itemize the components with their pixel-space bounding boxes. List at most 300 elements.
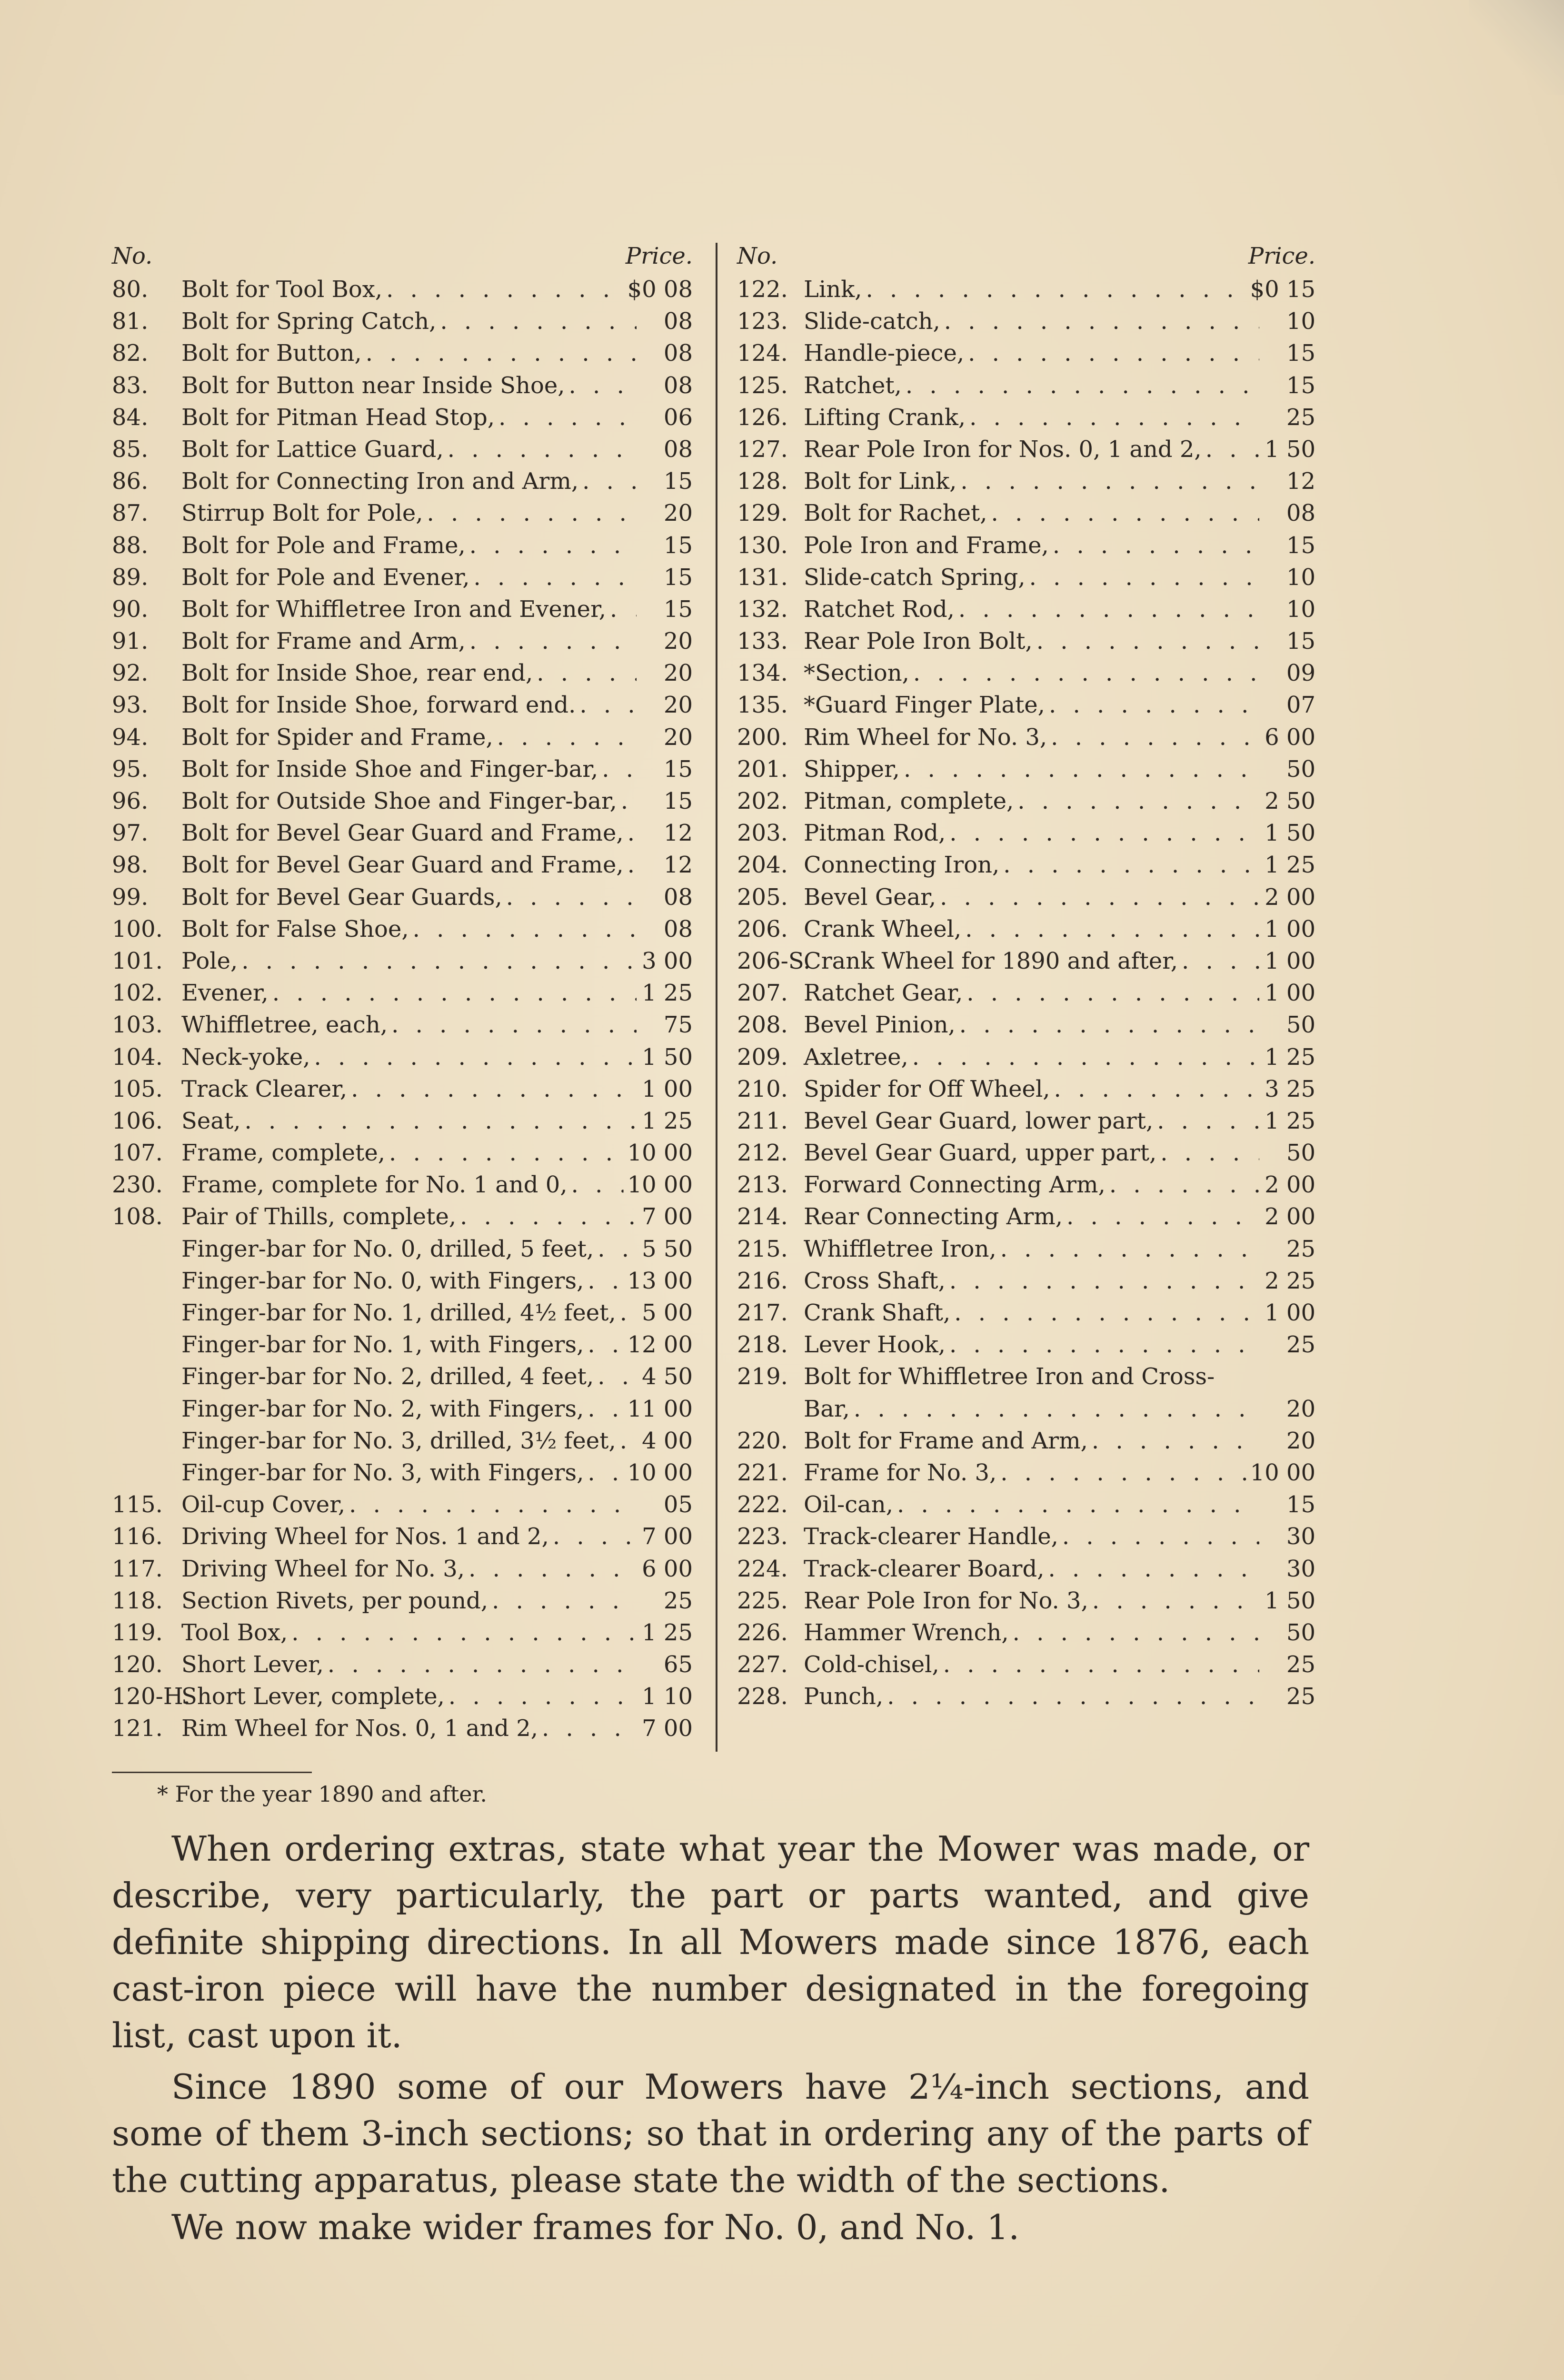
dot-leader: [943, 1649, 1259, 1681]
part-price: 20: [663, 660, 693, 687]
part-number: 207.: [737, 980, 788, 1007]
part-number: 97.: [112, 820, 149, 847]
part-name: Finger-bar for No. 1, drilled, 4½ feet,: [181, 1299, 616, 1326]
list-item: [112, 530, 693, 562]
part-name: Track-clearer Board,: [804, 1555, 1045, 1582]
part-name: Bolt for Frame and Arm,: [804, 1427, 1088, 1454]
dot-leader: [588, 1265, 623, 1297]
part-price: 08: [663, 308, 693, 335]
list-item: [737, 849, 1315, 881]
list-item: [112, 370, 693, 402]
part-number: 130.: [737, 532, 788, 559]
part-number: 132.: [737, 595, 788, 623]
part-number: 200.: [737, 724, 788, 751]
part-number: 81.: [112, 308, 149, 335]
part-price: 15: [1286, 628, 1315, 655]
dot-leader: [1054, 1073, 1259, 1105]
part-price: 50: [1286, 1012, 1315, 1039]
part-name: Bolt for Pitman Head Stop,: [181, 404, 495, 431]
part-number: 230.: [112, 1171, 163, 1199]
part-number: 101.: [112, 947, 163, 974]
list-item: [737, 1265, 1315, 1297]
list-item: [737, 466, 1315, 497]
dot-leader: [272, 977, 637, 1009]
part-price: 1 50: [1265, 1587, 1315, 1614]
part-name: Finger-bar for No. 0, with Fingers,: [181, 1267, 584, 1294]
footnote-rule: [112, 1772, 312, 1773]
dot-leader: [598, 1233, 637, 1265]
part-name: Rear Pole Iron Bolt,: [804, 628, 1033, 655]
part-number: 115.: [112, 1491, 163, 1518]
dot-leader: [588, 1393, 623, 1425]
part-price: 15: [1286, 372, 1315, 399]
part-number: 205.: [737, 883, 788, 911]
part-number: 133.: [737, 628, 788, 655]
column-divider: [716, 243, 717, 1752]
part-number: 217.: [737, 1299, 788, 1326]
part-price: 12: [1286, 468, 1315, 495]
part-name: Pole Iron and Frame,: [804, 532, 1049, 559]
part-price: 5 50: [642, 1235, 693, 1262]
part-price: $0 15: [1250, 276, 1315, 303]
list-item: [112, 1489, 693, 1521]
part-name: Ratchet Gear,: [804, 980, 963, 1007]
list-item: [737, 1521, 1315, 1553]
part-name: Bolt for Rachet,: [804, 500, 987, 527]
part-price: 10: [1286, 308, 1315, 335]
part-price: 08: [663, 915, 693, 942]
part-price: 2 50: [1265, 788, 1315, 814]
part-number: 122.: [737, 276, 788, 303]
dot-leader: [386, 274, 623, 306]
dot-leader: [912, 1041, 1259, 1073]
dot-leader: [602, 754, 637, 785]
part-number: 86.: [112, 468, 149, 495]
part-price: 50: [1286, 755, 1315, 783]
part-number: 95.: [112, 755, 149, 783]
part-name: Finger-bar for No. 2, with Fingers,: [181, 1395, 584, 1422]
part-number: 102.: [112, 980, 163, 1007]
part-number: 116.: [112, 1523, 163, 1550]
part-price: 20: [663, 500, 693, 527]
list-item: [737, 337, 1315, 369]
dot-leader: [628, 849, 637, 881]
part-number: 212.: [737, 1140, 788, 1167]
list-item: [737, 434, 1315, 466]
list-item: [737, 882, 1315, 913]
list-item: [737, 1457, 1315, 1489]
part-name: Crank Wheel for 1890 and after,: [804, 947, 1178, 974]
dot-leader: [944, 306, 1259, 337]
dot-leader: [1066, 1201, 1259, 1233]
part-price: 2 25: [1265, 1267, 1315, 1294]
part-name: Punch,: [804, 1683, 884, 1710]
list-item: [112, 434, 693, 466]
dot-leader: [448, 1681, 637, 1713]
part-price: 15: [1286, 340, 1315, 367]
part-name: Bolt for Tool Box,: [181, 276, 383, 303]
part-name: Oil-cup Cover,: [181, 1491, 346, 1518]
part-number: 90.: [112, 595, 149, 623]
dot-leader: [949, 1265, 1259, 1297]
part-price: 06: [663, 404, 693, 431]
dot-leader: [949, 1329, 1259, 1361]
dot-leader: [940, 882, 1259, 913]
dot-leader: [1109, 1169, 1259, 1201]
part-price: 7 00: [642, 1203, 693, 1230]
dot-leader: [569, 370, 637, 402]
part-name: Cold-chisel,: [804, 1651, 939, 1678]
part-name: Ratchet,: [804, 372, 902, 399]
part-name: Bolt for Bevel Gear Guard and Frame,: [181, 852, 624, 879]
part-price: 10: [1286, 564, 1315, 591]
part-number: 107.: [112, 1140, 163, 1167]
part-name: Axletree,: [804, 1043, 908, 1071]
list-item: [112, 1009, 693, 1041]
list-item: [737, 1297, 1315, 1329]
part-name: Finger-bar for No. 1, with Fingers,: [181, 1331, 584, 1359]
part-price: 07: [1286, 692, 1315, 719]
part-number: 121.: [112, 1715, 163, 1742]
list-item: [112, 402, 693, 434]
part-number: 214.: [737, 1203, 788, 1230]
list-item: [112, 1137, 693, 1169]
dot-leader: [1160, 1137, 1259, 1169]
list-item: [112, 689, 693, 721]
list-item: [737, 1393, 1315, 1425]
part-number: 206.: [737, 915, 788, 942]
list-item: [737, 594, 1315, 625]
list-item: [737, 370, 1315, 402]
list-item: [112, 306, 693, 337]
part-price: 3 25: [1265, 1075, 1315, 1102]
list-item: [112, 625, 693, 657]
part-number: 85.: [112, 436, 149, 463]
list-item: [737, 1009, 1315, 1041]
list-item: [112, 1617, 693, 1649]
part-name: Pitman, complete,: [804, 788, 1014, 814]
list-item: [112, 977, 693, 1009]
header-price: Price.: [1248, 242, 1315, 269]
part-name: Frame, complete for No. 1 and 0,: [181, 1171, 568, 1199]
dot-leader: [469, 625, 637, 657]
part-name: Bolt for Link,: [804, 468, 957, 495]
dot-leader: [969, 402, 1259, 434]
part-number: 219.: [737, 1363, 788, 1390]
part-number: 126.: [737, 404, 788, 431]
parts-list-left: [112, 240, 693, 1745]
part-name: Bolt for Connecting Iron and Arm,: [181, 468, 579, 495]
list-item: [112, 1393, 693, 1425]
dot-leader: [1051, 722, 1259, 754]
part-name: Bolt for Button,: [181, 340, 362, 367]
list-item: [112, 1681, 693, 1713]
part-price: 10 00: [627, 1459, 693, 1486]
part-price: 15: [663, 468, 693, 495]
page-corner-wear: [1469, 0, 1564, 95]
dot-leader: [897, 1489, 1259, 1521]
list-item: [737, 306, 1315, 337]
part-price: 6 00: [1265, 724, 1315, 751]
part-name: Bar,: [804, 1395, 850, 1422]
list-item: [112, 497, 693, 529]
dot-leader: [1000, 1457, 1246, 1489]
dot-leader: [349, 1489, 637, 1521]
dot-leader: [427, 497, 637, 529]
part-name: Slide-catch,: [804, 308, 940, 335]
dot-leader: [582, 466, 637, 497]
right-column-header: [737, 240, 1315, 274]
part-name: Bolt for Bevel Gear Guard and Frame,: [181, 820, 624, 847]
part-price: 08: [663, 436, 693, 463]
part-price: 11 00: [627, 1395, 693, 1422]
list-item: [737, 1617, 1315, 1649]
part-number: 211.: [737, 1107, 788, 1134]
part-price: 1 50: [642, 1043, 693, 1071]
part-name: Ratchet Rod,: [804, 595, 955, 623]
part-price: 25: [1286, 1331, 1315, 1359]
dot-leader: [448, 434, 637, 466]
dot-leader: [854, 1393, 1259, 1425]
dot-leader: [620, 1297, 637, 1329]
dot-leader: [542, 1713, 637, 1745]
dot-leader: [958, 594, 1259, 625]
part-name: Lever Hook,: [804, 1331, 946, 1359]
part-price: 4 50: [642, 1363, 693, 1390]
list-item: [737, 689, 1315, 721]
dot-leader: [1029, 562, 1259, 594]
part-name: Driving Wheel for Nos. 1 and 2,: [181, 1523, 549, 1550]
part-name: Bolt for False Shoe,: [181, 915, 409, 942]
part-price: 1 00: [642, 1075, 693, 1102]
list-item: [112, 817, 693, 849]
list-item: [737, 754, 1315, 785]
list-item: [737, 1425, 1315, 1457]
dot-leader: [328, 1649, 637, 1681]
dot-leader: [588, 1457, 623, 1489]
list-item: [737, 657, 1315, 689]
part-price: 25: [663, 1587, 693, 1614]
list-item: [737, 1201, 1315, 1233]
part-number: 104.: [112, 1043, 163, 1071]
dot-leader: [1036, 625, 1259, 657]
list-item: [737, 1137, 1315, 1169]
dot-leader: [492, 1585, 637, 1617]
list-item: [112, 754, 693, 785]
dot-leader: [1003, 849, 1259, 881]
dot-leader: [966, 977, 1259, 1009]
part-number: 206-S.: [737, 947, 811, 974]
part-price: 50: [1286, 1619, 1315, 1646]
part-price: 25: [1286, 1235, 1315, 1262]
part-number: 98.: [112, 852, 149, 879]
part-name: Rear Pole Iron for Nos. 0, 1 and 2,: [804, 436, 1202, 463]
part-name: Bolt for Inside Shoe and Finger-bar,: [181, 755, 598, 783]
part-price: 15: [663, 788, 693, 814]
section-width-note: Since 1890 some of our Mowers have 2¼-inch sections, and some of them 3-inch sections; so that in ordering any of the parts of the cutting apparatus, please state the width of the sections.: [112, 2067, 1309, 2200]
part-name: Bevel Gear,: [804, 883, 936, 911]
list-item: [737, 1233, 1315, 1265]
list-item: [112, 1265, 693, 1297]
part-name: Shipper,: [804, 755, 900, 783]
part-price: 15: [663, 564, 693, 591]
parts-list-right: [737, 240, 1315, 1713]
dot-leader: [571, 1169, 624, 1201]
part-price: 1 50: [1265, 820, 1315, 847]
part-name: Frame, complete,: [181, 1140, 386, 1167]
list-item: [112, 1553, 693, 1585]
list-item: [112, 1329, 693, 1361]
part-number: 119.: [112, 1619, 163, 1646]
part-number: 208.: [737, 1012, 788, 1039]
part-name: Link,: [804, 276, 862, 303]
part-name: Tool Box,: [181, 1619, 288, 1646]
dot-leader: [866, 274, 1246, 306]
list-item: [112, 945, 693, 977]
part-name: Finger-bar for No. 3, with Fingers,: [181, 1459, 584, 1486]
part-name: Bevel Gear Guard, upper part,: [804, 1140, 1157, 1167]
list-item: [737, 785, 1315, 817]
part-number: 218.: [737, 1331, 788, 1359]
part-number: 103.: [112, 1012, 163, 1039]
part-name: Bolt for Whiffletree Iron and Evener,: [181, 595, 607, 623]
part-name: Evener,: [181, 980, 269, 1007]
list-item: [112, 913, 693, 945]
part-price: 10: [1286, 595, 1315, 623]
dot-leader: [440, 306, 637, 337]
part-number: 135.: [737, 692, 788, 719]
part-price: 20: [663, 628, 693, 655]
part-name: Driving Wheel for No. 3,: [181, 1555, 465, 1582]
part-number: 228.: [737, 1683, 788, 1710]
part-number: 216.: [737, 1267, 788, 1294]
part-price: 5 00: [642, 1299, 693, 1326]
part-number: 125.: [737, 372, 788, 399]
list-item: [112, 1233, 693, 1265]
part-number: 89.: [112, 564, 149, 591]
part-price: 09: [1286, 660, 1315, 687]
part-price: 20: [1286, 1427, 1315, 1454]
dot-leader: [1000, 1233, 1259, 1265]
list-item: [737, 977, 1315, 1009]
dot-leader: [1157, 1105, 1259, 1137]
part-number: 87.: [112, 500, 149, 527]
part-number: 93.: [112, 692, 149, 719]
header-price: Price.: [625, 242, 693, 269]
part-price: 1 00: [1265, 915, 1315, 942]
part-name: Forward Connecting Arm,: [804, 1171, 1106, 1199]
part-price: 1 10: [642, 1683, 693, 1710]
list-item: [737, 497, 1315, 529]
list-item: [112, 882, 693, 913]
dot-leader: [1062, 1521, 1259, 1553]
part-name: *Section,: [804, 660, 909, 687]
part-number: 131.: [737, 564, 788, 591]
part-price: 1 00: [1265, 1299, 1315, 1326]
list-item: [737, 1553, 1315, 1585]
list-item: [737, 1073, 1315, 1105]
part-name: Short Lever,: [181, 1651, 324, 1678]
part-name: Handle-piece,: [804, 340, 965, 367]
dot-leader: [598, 1361, 637, 1393]
part-price: 08: [663, 340, 693, 367]
dot-leader: [1013, 1617, 1259, 1649]
part-number: 108.: [112, 1203, 163, 1230]
list-item: [112, 785, 693, 817]
part-price: 65: [663, 1651, 693, 1678]
part-price: 12 00: [627, 1331, 693, 1359]
part-price: 1 25: [1265, 1043, 1315, 1071]
part-price: 2 00: [1265, 1203, 1315, 1230]
header-no: No.: [737, 242, 778, 269]
part-price: 25: [1286, 1651, 1315, 1678]
part-number: 92.: [112, 660, 149, 687]
part-number: 105.: [112, 1075, 163, 1102]
header-no: No.: [112, 242, 153, 269]
part-price: 1 00: [1265, 980, 1315, 1007]
part-price: 30: [1286, 1523, 1315, 1550]
part-name: Stirrup Bolt for Pole,: [181, 500, 423, 527]
list-item: [737, 1489, 1315, 1521]
dot-leader: [913, 657, 1259, 689]
dot-leader: [460, 1201, 637, 1233]
part-number: 227.: [737, 1651, 788, 1678]
part-number: 209.: [737, 1043, 788, 1071]
part-price: 25: [1286, 404, 1315, 431]
part-name: Bevel Gear Guard, lower part,: [804, 1107, 1154, 1134]
part-price: 2 00: [1265, 883, 1315, 911]
list-item: [737, 1585, 1315, 1617]
part-price: 10 00: [1250, 1459, 1315, 1486]
part-number: 100.: [112, 915, 163, 942]
dot-leader: [244, 1105, 637, 1137]
part-name: Rim Wheel for No. 3,: [804, 724, 1047, 751]
part-name: Finger-bar for No. 2, drilled, 4 feet,: [181, 1363, 594, 1390]
part-price: 12: [663, 820, 693, 847]
dot-leader: [391, 1009, 637, 1041]
list-item: [112, 466, 693, 497]
list-item: [737, 402, 1315, 434]
part-name: Rim Wheel for Nos. 0, 1 and 2,: [181, 1715, 538, 1742]
part-number: 96.: [112, 788, 149, 814]
part-name: Lifting Crank,: [804, 404, 966, 431]
dot-leader: [389, 1137, 624, 1169]
ordering-instructions: When ordering extras, state what year the Mower was made, or describe, very particularly, the part or parts wanted, and give definite shipping directions. In all Mowers made since 1876, each cast-iron piece will have the number designated in the foregoing list, cast upon it.: [112, 1829, 1309, 2055]
list-item: [737, 1681, 1315, 1713]
dot-leader: [553, 1521, 637, 1553]
dot-leader: [628, 817, 637, 849]
left-column-header: [112, 240, 693, 274]
part-name: Bolt for Pole and Evener,: [181, 564, 470, 591]
list-item: [112, 722, 693, 754]
list-item: [112, 594, 693, 625]
dot-leader: [506, 882, 637, 913]
dot-leader: [1049, 689, 1259, 721]
part-name: Finger-bar for No. 0, drilled, 5 feet,: [181, 1235, 594, 1262]
part-price: 08: [663, 883, 693, 911]
part-price: 75: [663, 1012, 693, 1039]
part-name: Whiffletree Iron,: [804, 1235, 996, 1262]
part-number: 222.: [737, 1491, 788, 1518]
part-number: 83.: [112, 372, 149, 399]
part-number: 99.: [112, 883, 149, 911]
dot-leader: [1092, 1585, 1259, 1617]
part-number: 124.: [737, 340, 788, 367]
list-item: [737, 1169, 1315, 1201]
dot-leader: [906, 370, 1259, 402]
part-price: 15: [663, 755, 693, 783]
list-item: [112, 657, 693, 689]
